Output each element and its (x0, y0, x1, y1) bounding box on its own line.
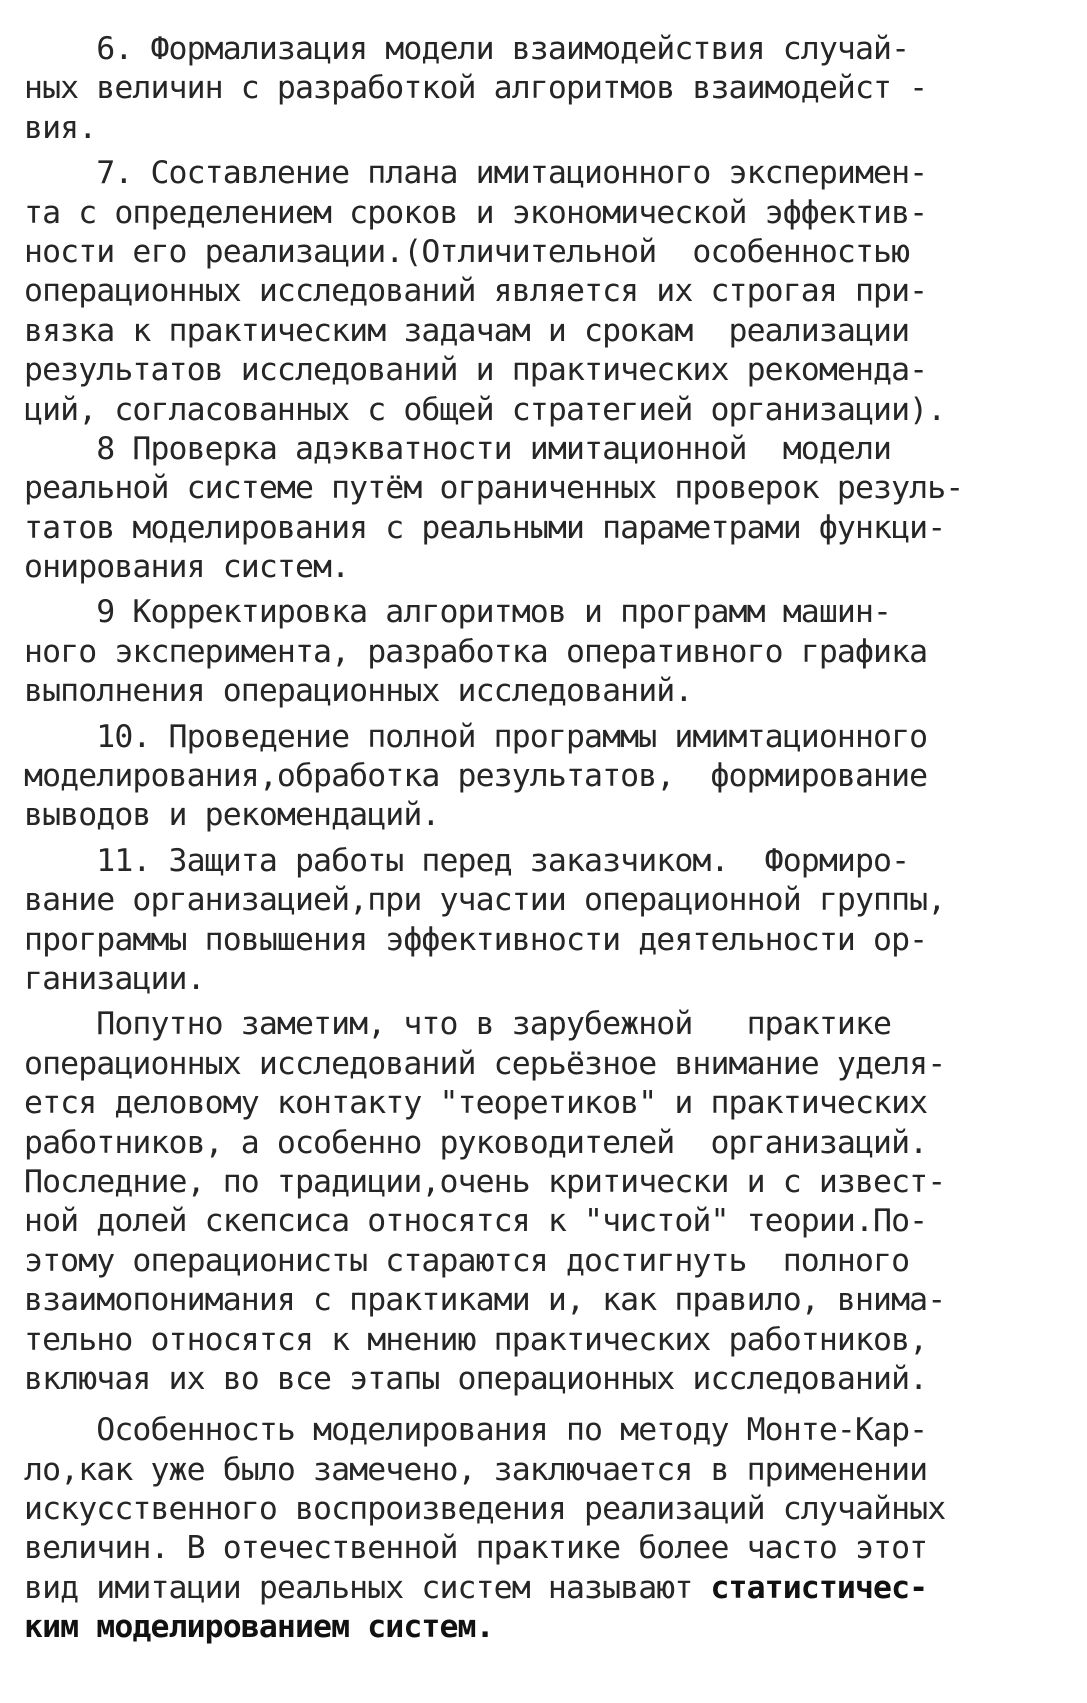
paragraph-item-11 (24, 842, 1047, 1000)
text-line: вание организацией,при участии операционной группы, (24, 882, 946, 919)
text-line: та с определением сроков и экономической эффектив- (24, 194, 928, 231)
text-line: Особенность моделирования по методу Монте-Кар- (24, 1412, 928, 1449)
text-line: тельно относятся к мнению практических работников, (24, 1321, 928, 1358)
paragraph-gap (24, 1399, 1047, 1411)
text-line: 6. Формализация модели взаимодействия случай- (24, 31, 910, 67)
text-line: 8 Проверка адэкватности имитационной модели (24, 430, 892, 467)
text-line: взаимопонимания с практиками и, как правило, внима- (24, 1282, 946, 1319)
bold-term-line: ким моделированием систем. (24, 1609, 494, 1646)
text-line: Попутно заметим, что в зарубежной практике (24, 1006, 892, 1043)
text-line-start: вид имитации реальных систем называют (24, 1569, 711, 1606)
text-line: татов моделирования с реальными параметрами функци- (24, 509, 946, 546)
paragraph-foreign-practice (24, 1005, 1047, 1399)
paragraph-item-10 (24, 718, 1047, 836)
text-line: Последние, по традиции,очень критически и с извест- (24, 1163, 946, 1200)
text-line: 9 Корректировка алгоритмов и программ машин- (24, 594, 892, 631)
paragraph-item-6 (24, 30, 1047, 148)
text-line: реальной системе путём ограниченных проверок резуль- (24, 470, 964, 507)
text-line: ной долей скепсиса относятся к "чистой" теории.По- (24, 1203, 928, 1240)
text-line: вия. (24, 109, 97, 146)
text-line (24, 1569, 1047, 1608)
text-line: искусственного воспроизведения реализаций случайных (24, 1491, 946, 1528)
paragraph-item-7 (24, 154, 1047, 430)
text-line: 11. Защита работы перед заказчиком. Формиро- (24, 842, 910, 879)
text-line: онирования систем. (24, 549, 350, 586)
bold-term: статистичес- (710, 1569, 928, 1606)
text-line: ло,как уже было замечено, заключается в применении (24, 1451, 928, 1488)
paragraph-monte-carlo (24, 1411, 1047, 1647)
text-line: 7. Составление плана имитационного эксперимен- (24, 155, 928, 192)
text-line: операционных исследований является их строгая при- (24, 273, 928, 310)
text-line: ности его реализации.(Отличительной особенностью (24, 233, 910, 270)
paragraph-item-9 (24, 593, 1047, 711)
text-line: ется деловому контакту "теоретиков" и практических (24, 1085, 928, 1122)
text-line: работников, а особенно руководителей организаций. (24, 1124, 928, 1161)
text-line: программы повышения эффективности деятельности ор- (24, 921, 928, 958)
text-line: моделирования,обработка результатов, формирование (24, 758, 928, 795)
text-line: результатов исследований и практических рекоменда- (24, 352, 928, 389)
text-line: операционных исследований серьёзное внимание уделя- (24, 1045, 946, 1082)
text-line: ного эксперимента, разработка оперативного графика (24, 633, 928, 670)
text-line: ций, согласованных с общей стратегией организации). (24, 391, 946, 428)
text-line: вязка к практическим задачам и срокам реализации (24, 312, 910, 349)
text-line: 10. Проведение полной программы имимтационного (24, 718, 928, 755)
text-line: включая их во все этапы операционных исследований. (24, 1360, 928, 1397)
text-line: ганизации. (24, 960, 205, 997)
text-line: ных величин с разработкой алгоритмов взаимодейст - (24, 70, 928, 107)
text-line: этому операционисты стараются достигнуть полного (24, 1242, 910, 1279)
text-line: величин. В отечественной практике более часто этот (24, 1530, 928, 1567)
text-line: выводов и рекомендаций. (24, 797, 440, 834)
paragraph-item-8 (24, 430, 1047, 588)
text-line: выполнения операционных исследований. (24, 673, 693, 710)
